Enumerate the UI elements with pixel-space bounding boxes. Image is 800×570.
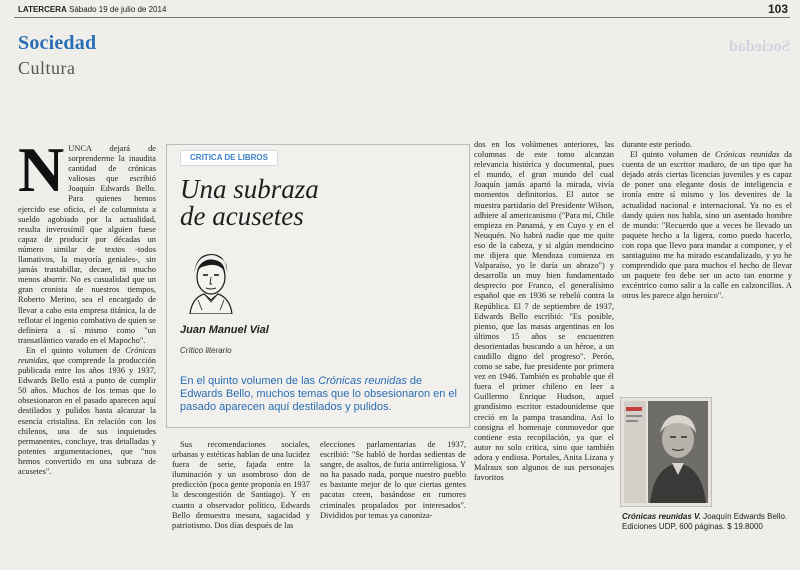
column-5-book-title: Crónicas reunidas [714, 150, 780, 160]
header-rule [14, 17, 790, 18]
article-column-1 [18, 144, 156, 556]
author-portrait-illustration [184, 248, 236, 314]
subsection-title: Cultura [18, 58, 76, 78]
article-column-2 [172, 440, 310, 560]
lead-book-title: Crónicas reunidas [318, 375, 407, 387]
column-3-paragraph: elecciones parlamentarias de 1937, escribió: "Se habló de hordas sedientas de sangre, de asaltos, de furia antirreligiosa. Y no ha pasado nada, porque nuestro pueblo es bastante mejor de lo que ciertas gentes pacatas creen, basándose en rumores criminales propalados por interesados". Divididos por temas ya canoniza- [320, 440, 466, 520]
author-name: Juan Manuel Vial [180, 324, 269, 336]
author-role: Crítico literario [180, 346, 232, 355]
caption-details: Joaquín Edwards Bello. Ediciones UDP, 600 páginas. $ 19.8000 [622, 512, 788, 531]
column-2-paragraph: Sus recomendaciones sociales, urbanas y estéticas hablan de una lucidez fuera de serie, fajada entre la iluminación y un asombroso don de predicción (poca gente proponía en 1937 la descongestión de Santiago). Y en cuanto a observador político, Edwards Bello demuestra mesura, sagacidad y patriotismo. Dos días después de las [172, 440, 310, 530]
lead-text-start: En el quinto volumen de las [180, 375, 319, 387]
kicker-label: CRITICA DE LIBROS [180, 150, 278, 166]
book-title-italic: Crónicas reunidas [18, 345, 156, 365]
article-lead [180, 375, 460, 414]
lead-text-end: de Edwards Bello, muchos temas que lo obsesionaron en el pasado aparecen aquí destilados y pulidos. [180, 375, 457, 413]
article-column-3 [320, 440, 466, 560]
column-5-paragraph-2-start: El quinto volumen de [630, 150, 715, 160]
column-5-paragraph-1: durante este período. [622, 140, 692, 149]
section-title: Sociedad [18, 32, 97, 54]
column-1-paragraph-1: UNCA dejará de sorprenderme la inaudita cantidad de crónicas valiosas que escribió Joaquín Edwards Bello. Para quienes hemos ejercido ese oficio, el de columnista a sueldo agobiado por la actualidad, resulta inverosímil que alguien fuese capaz de producir por décadas un número similar de textos -todos llamativos, la mayoría geniales-, sin jamás trastabillar, decaer, ni mucho menos aburrir. No es casualidad que un gran cronista de nuestros tiempos, Roberto Merino, sea el encargado de llevar a cabo esta empresa titánica, la de reflotar el ingenio combativo de quien se definiera a sí mismo como "un transatlántico varado en el Mapocho". [18, 144, 156, 345]
book-cover-photo [620, 397, 712, 507]
column-4-paragraph: dos en los volúmenes anteriores, las columnas de este tomo alcanzan relevancia histórica y documental, pues el mundo, el gran mundo del cual Joaquín jamás apartó la mirada, vivía momentos definitorios. El autor se muestra partidario del Presidente Wilson, adhiere al americanismo ("Para mí, Chile empieza en Panamá, y en Cuyo y en el Neuquén. No habrá nadie que me quite eso de la cabeza, y si algún mendocino me dijera que Mendoza comienza en Valparaíso, yo le daría un abrazo") y desarrolla un muy bien fundamentado desprecio por Franco, el generalísimo español que en 1936 se rebeló contra la República. El 7 de septiembre de 1937, Edwards Bello escribió: "Es posible, pienso, que las masas argentinas en los últimos 15 años se encuentren desorientadas buscando a un héroe, a un caudillo digno del progreso". Perón, como se sabe, fue presidente por primera vez en 1946. También es probable que él fuera el primer chileno en leer a Guillermo Enrique Hudson, aquel grandísimo escritor estadounidense que creció en la pampa trasandina. Así lo consigna el homenaje conmovedor que contiene esta recopilación, ya que el autor no solo critica, sino que también adora y endiosa. Portales, Anita Lizana y Malraux son algunos de sus personajes favoritos [474, 140, 614, 483]
column-1-paragraph-2-start: En el quinto volumen de [26, 345, 126, 355]
headline [180, 176, 460, 230]
page-header [18, 5, 166, 14]
column-5-paragraph-2-end: da cuenta de un escritor maduro, de un tipo que ha dejado atrás ciertas licencias juveniles y es capaz de poner una elegante dosis de inteligencia e ironía entre sí mismo y los devenires de la actualidad nacional e internacional. Ya no es el dandy quien nos habla, sino un asentado hombre de mundo: "Recuerdo que a veces he llevado un paquete hecho a la ligera, como puedo hacerlo, con ropa que llevo para mandar a componer, y el santiaguino me ha mirado escandalizado, y yo he comprendido que para muchos el hecho de llevar un paquete feo debe ser un acto tan enorme y excéntrico como salir a la calle en calzoncillos. A otros les parece algo heroico". [622, 150, 792, 301]
article-column-5 [622, 140, 792, 390]
article-column-4 [474, 140, 614, 560]
headline-line-1: Una subraza [180, 174, 319, 204]
bleed-through-section-title: Sociedad [728, 38, 790, 55]
newspaper-name: LATERCERA [18, 5, 67, 14]
column-1-paragraph-2-end: , que comprende la producción publicada entre los años 1936 y 1937, Edwards Bello está a punto de cumplir 50 años. Muchos de los temas que lo obsesionaron en el pasado aparecen aquí destilados y pulidos hasta alcanzar la esencia cristalina. En relación con los chilenos, una de sus inquietudes permanentes, concluye, tras detalladas y potentes argumentaciones, que "nos hemos convertido en una subraza de acusetes". [18, 355, 156, 476]
book-caption [622, 512, 792, 532]
caption-book-title: Crónicas reunidas V. [622, 512, 701, 521]
page-number: 103 [767, 2, 788, 16]
headline-line-2: de acusetes [180, 201, 304, 231]
drop-cap: N [18, 144, 65, 205]
issue-date: Sábado 19 de julio de 2014 [68, 5, 167, 14]
